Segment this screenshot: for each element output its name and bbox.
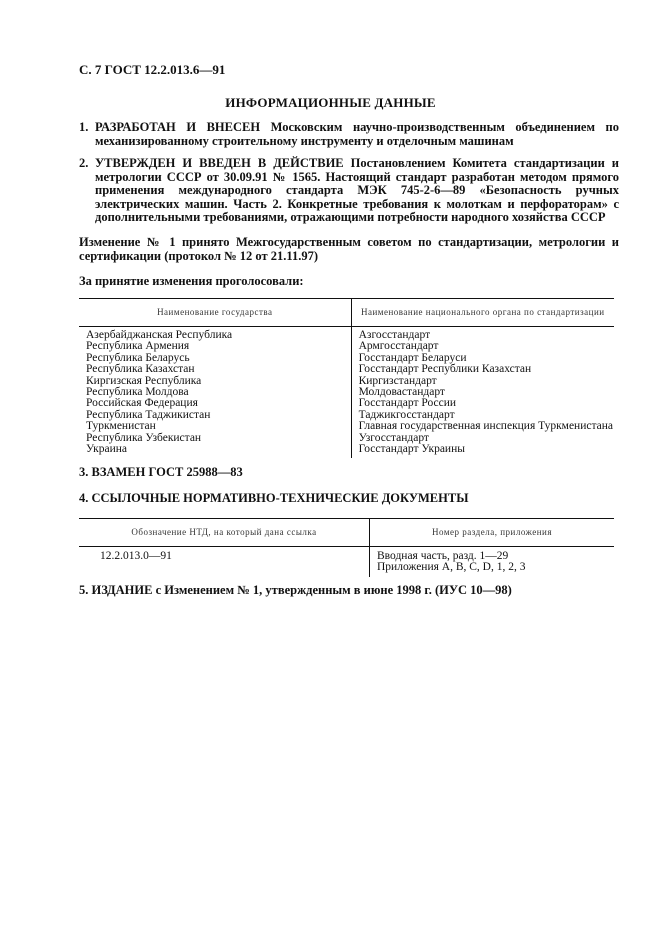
- standards-body-name: Госстандарт Беларуси: [358, 351, 467, 364]
- ntd-cell: [79, 547, 370, 577]
- change-note-text: Изменение № 1 принято Межгосударственным советом по стандартизации, метрологии и сертификации (протокол № 12 от 21.11.97): [79, 235, 619, 263]
- section-value: Приложения А, В, С, D, 1, 2, 3: [377, 561, 526, 574]
- state-name: Республика Армения: [86, 340, 190, 353]
- section-value: Вводная часть, разд. 1—29: [377, 550, 509, 562]
- standards-body-name: Главная государственная инспекция Туркменистана: [358, 420, 613, 433]
- item-2: [79, 156, 620, 225]
- column-header-body: Наименование национального органа по стандартизации: [351, 299, 614, 327]
- state-name: Азербайджанская Республика: [86, 329, 233, 341]
- standards-body-name: Азгосстандарт: [358, 329, 431, 341]
- item-text: Московским научно-производственным объединением по механизированному строительному инструменту и отделочным машинам: [95, 120, 619, 148]
- state-name: Республика Таджикистан: [86, 408, 211, 421]
- item-1: [79, 120, 619, 148]
- state-name: Украина: [86, 443, 127, 456]
- item-lead: УТВЕРЖДЕН И ВВЕДЕН В ДЕЙСТВИЕ: [95, 156, 344, 170]
- page-header: С. 7 ГОСТ 12.2.013.6—91: [79, 62, 226, 77]
- state-name: Республика Узбекистан: [86, 431, 202, 444]
- change-note: [79, 236, 619, 263]
- ntd-value: 12.2.013.0—91: [100, 550, 172, 562]
- standards-body-name: Госстандарт Украины: [358, 443, 465, 456]
- voting-table: [79, 298, 614, 458]
- item-number: 1.: [79, 120, 89, 134]
- standards-body-name: Госстандарт России: [358, 397, 457, 410]
- standards-body-name: Молдовастандарт: [358, 386, 445, 399]
- table-row: [79, 327, 614, 459]
- state-name: Республика Молдова: [86, 386, 189, 399]
- item-text: Постановлением Комитета стандартизации и метрологии СССР от 30.09.91 № 1565. Настоящий стандарт разработан методом прямого применения международного стандарта МЭК 745-2-6—89 «Безопасность ручных электрических машин. Часть 2. Конкретные требования к молоткам и перфораторам» с дополнительными требованиями, отражающими потребности народного хозяйства СССР: [95, 156, 620, 225]
- column-header-state: Наименование государства: [79, 299, 351, 327]
- item-5: 5. ИЗДАНИЕ с Изменением № 1, утвержденным в июне 1998 г. (ИУС 10—98): [79, 583, 512, 597]
- references-table: [79, 518, 614, 577]
- item-number: 2.: [79, 156, 89, 170]
- standards-body-name: Таджикгосстандарт: [358, 408, 455, 421]
- table-header-row: [79, 299, 614, 327]
- standards-body-name: Узгосстандарт: [358, 431, 429, 444]
- item-lead: РАЗРАБОТАН И ВНЕСЕН: [95, 120, 261, 134]
- voted-heading: За принятие изменения проголосовали:: [79, 274, 304, 288]
- standards-body-name: Госстандарт Республики Казахстан: [358, 363, 532, 376]
- state-name: Республика Казахстан: [86, 363, 195, 376]
- column-header-sections: Номер раздела, приложения: [370, 519, 615, 547]
- section-title: ИНФОРМАЦИОННЫЕ ДАННЫЕ: [225, 95, 436, 110]
- states-cell: [79, 327, 351, 459]
- bodies-cell: [351, 327, 614, 459]
- item-body: [95, 121, 619, 148]
- state-name: Киргизская Республика: [86, 374, 202, 387]
- state-name: Туркменистан: [86, 420, 156, 433]
- column-header-ntd: Обозначение НТД, на который дана ссылка: [79, 519, 370, 547]
- standards-body-name: Армгосстандарт: [358, 340, 439, 353]
- sections-cell: [370, 547, 615, 577]
- standards-body-name: Киргизстандарт: [358, 374, 437, 387]
- item-4: 4. ССЫЛОЧНЫЕ НОРМАТИВНО-ТЕХНИЧЕСКИЕ ДОКУМЕНТЫ: [79, 491, 469, 505]
- state-name: Республика Беларусь: [86, 351, 190, 364]
- item-body: [95, 157, 619, 225]
- item-3: 3. ВЗАМЕН ГОСТ 25988—83: [79, 465, 243, 479]
- state-name: Российская Федерация: [86, 397, 198, 410]
- table-header-row: [79, 519, 614, 547]
- table-row: [79, 547, 614, 577]
